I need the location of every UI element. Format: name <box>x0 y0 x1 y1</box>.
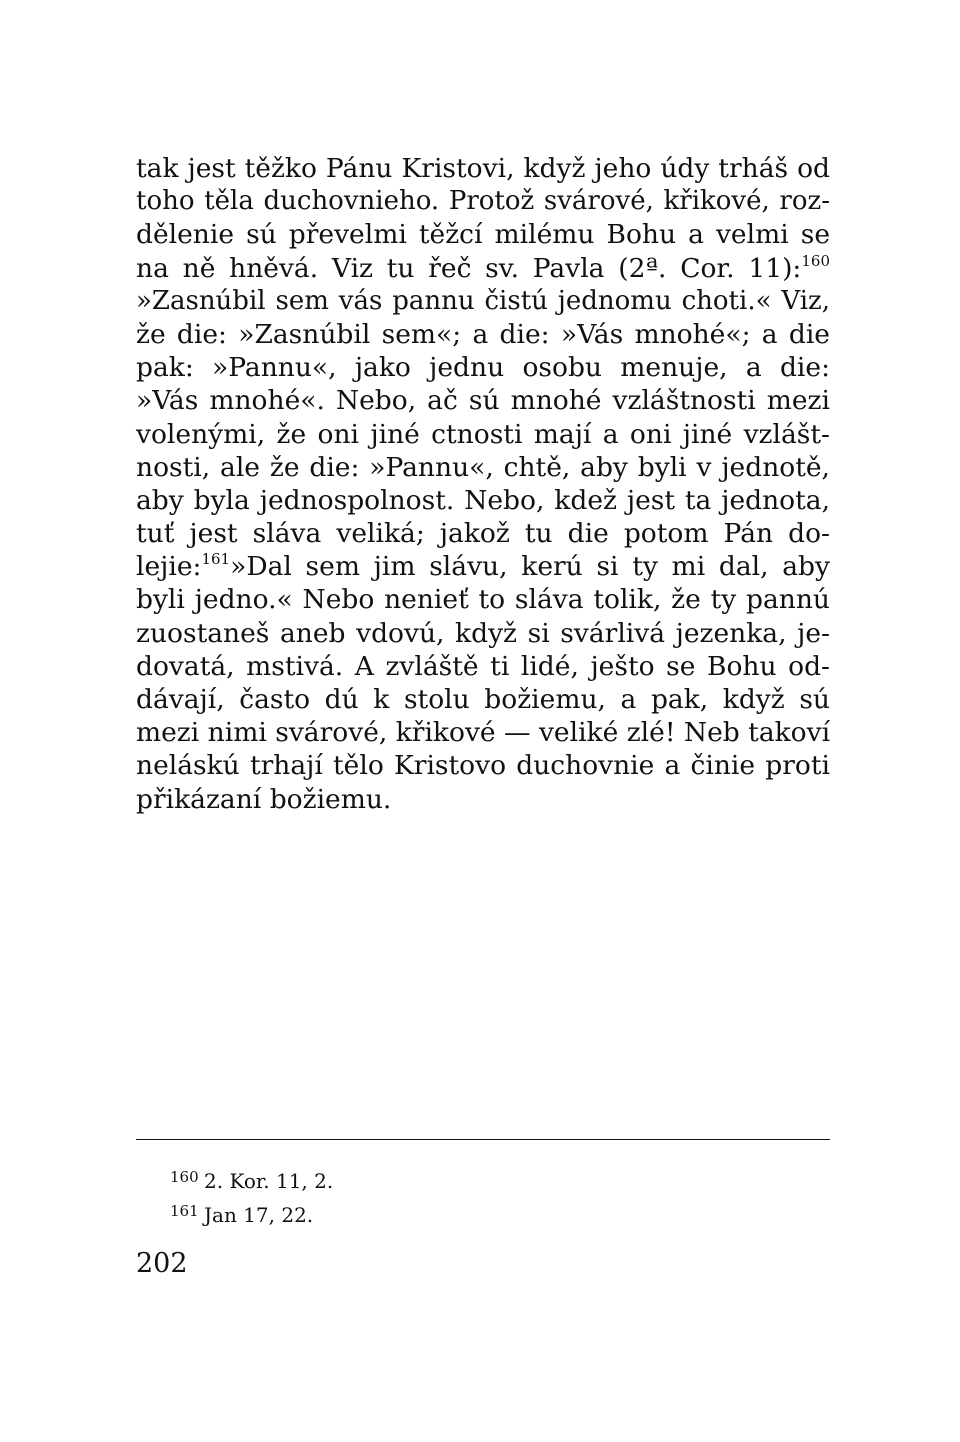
footnote-number: 160 <box>170 1168 199 1186</box>
text-line: »Zasnúbil sem vás pannu čistú jednomu choti.« Viz, <box>136 285 830 316</box>
text-line: dovatá, mstivá. A zvláště ti lidé, ješto se Bohu od- <box>136 650 830 682</box>
text-line: nosti, ale že die: »Pannu«, chtě, aby byli v jednotě, <box>136 451 830 483</box>
footnotes <box>170 1160 570 1228</box>
text-line: volenými, že oni jiné ctnosti mají a oni jiné vzlášt- <box>136 418 830 450</box>
footnote-divider <box>136 1139 830 1140</box>
text-line: aby byla jednospolnost. Nebo, kdež jest ta jednota, <box>136 484 830 516</box>
footnote-text: Jan 17, 22. <box>204 1203 314 1227</box>
text-line: dělenie sú převelmi těžcí milému Bohu a velmi se <box>136 219 830 251</box>
text-line: neláskú trhají tělo Kristovo duchovnie a činie proti <box>136 750 830 782</box>
text-line-part: lejie: <box>136 551 202 583</box>
footnote <box>170 1160 570 1194</box>
text-line: přikázaní božiemu. <box>136 783 392 815</box>
footnote <box>170 1194 570 1228</box>
footnote-reference: 160 <box>801 251 830 270</box>
footnote-number: 161 <box>170 1202 199 1220</box>
text-line: že die: »Zasnúbil sem«; a die: »Vás mnohé«; a die <box>136 318 830 350</box>
text-line <box>136 550 830 583</box>
text-line: »Vás mnohé«. Nebo, ač sú mnohé vzláštnosti mezi <box>136 385 830 417</box>
page-number: 202 <box>136 1248 188 1279</box>
text-line: toho těla duchovnieho. Protož svárové, křikové, roz- <box>136 186 830 217</box>
footnote-text: 2. Kor. 11, 2. <box>204 1169 334 1193</box>
text-line: tak jest těžko Pánu Kristovi, když jeho údy trháš od <box>136 153 830 184</box>
text-line-part: »Dal sem jim slávu, kerú si ty mi dal, aby <box>230 551 830 583</box>
footnote-reference: 161 <box>201 550 231 569</box>
text-line: tuť jest sláva veliká; jakož tu die potom Pán do- <box>136 518 830 550</box>
text-line: byli jedno.« Nebo nenieť to sláva tolik, že ty pannú <box>136 584 830 616</box>
text-line-part: na ně hněvá. Viz tu řeč sv. Pavla (2ª. Cor. 11): <box>136 252 802 284</box>
text-line: zuostaneš aneb vdovú, když si svárlivá jezenka, je- <box>136 617 830 649</box>
text-line: mezi nimi svárové, křikové — veliké zlé! Neb takoví <box>136 717 831 749</box>
main-text <box>136 152 830 816</box>
text-line: pak: »Pannu«, jako jednu osobu menuje, a die: <box>136 352 830 384</box>
text-line: dávají, často dú k stolu božiemu, a pak, když sú <box>136 684 830 715</box>
text-line <box>136 252 830 285</box>
